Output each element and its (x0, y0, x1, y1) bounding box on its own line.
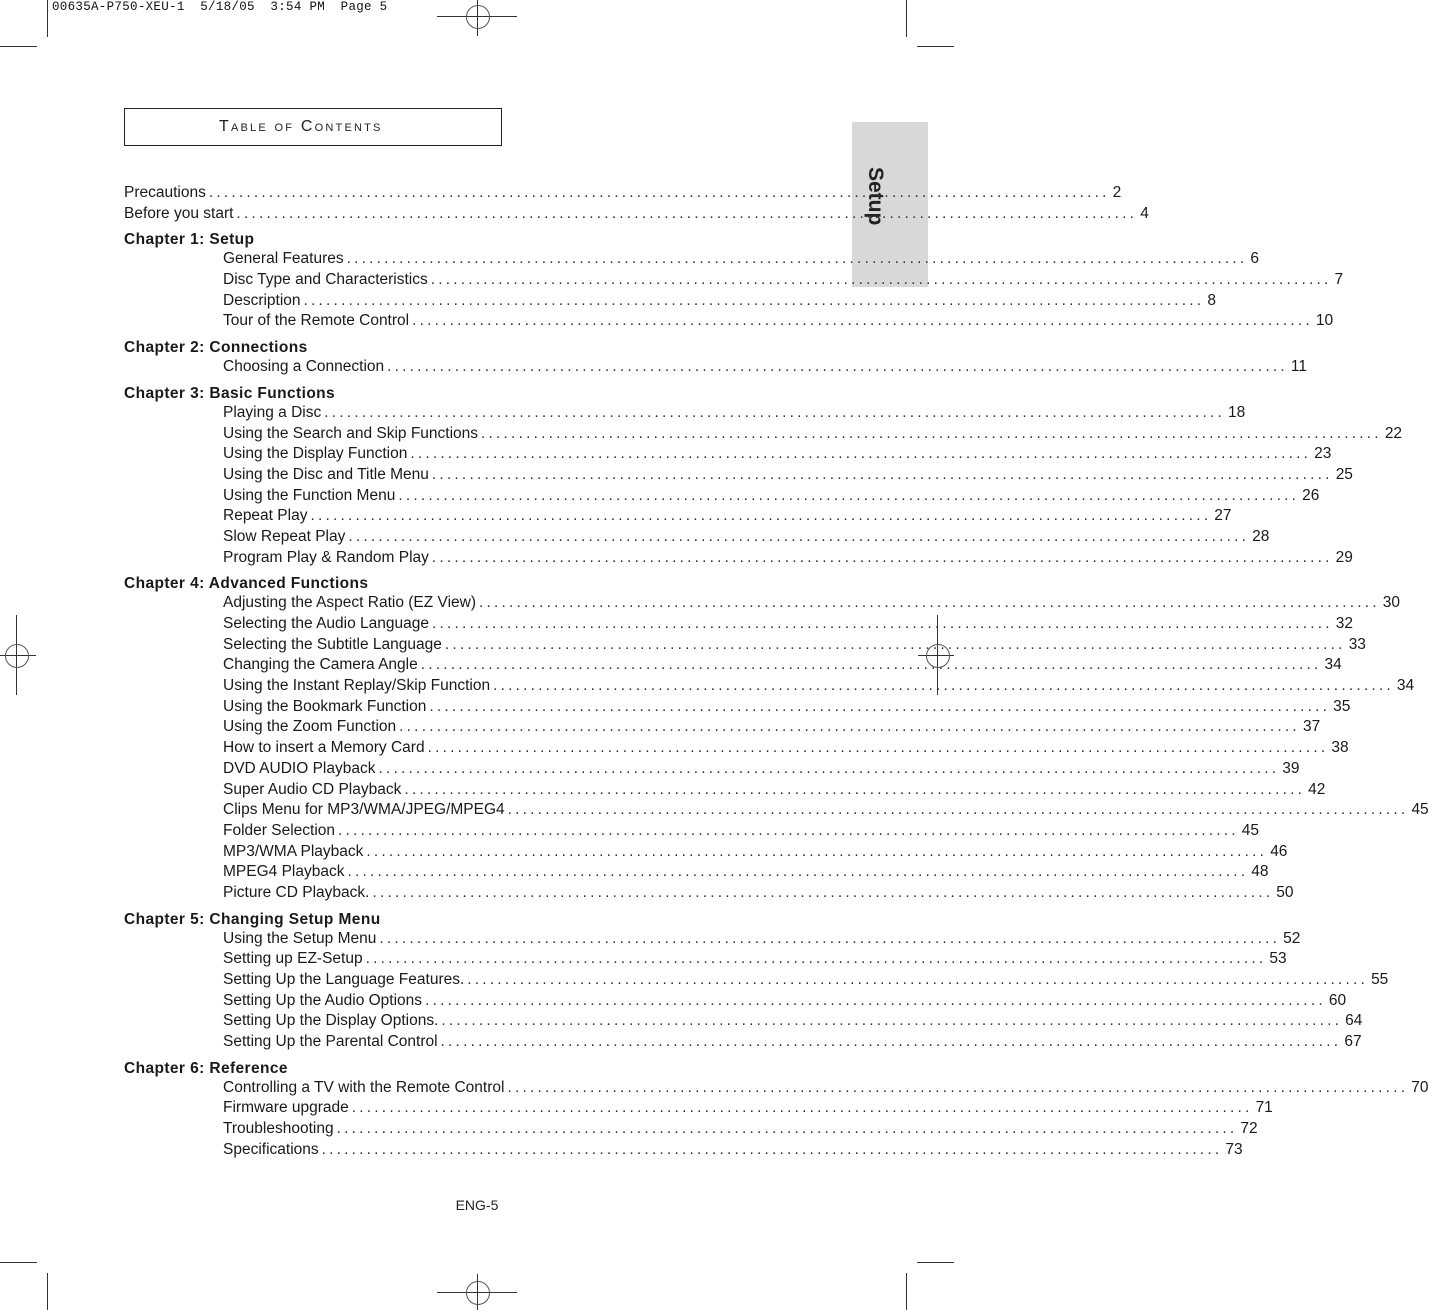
toc-entry-label: Changing the Camera Angle (223, 656, 418, 674)
toc-entry (223, 465, 1353, 487)
toc-entry-page: 52 (1283, 929, 1301, 947)
crop-mark-bottom-right-h (917, 1262, 954, 1263)
toc-entry (223, 507, 1232, 528)
toc-entry-page: 35 (1333, 697, 1351, 715)
toc-entry (223, 250, 1260, 271)
print-header: 00635A-P750-XEU-1 5/18/05 3:54 PM Page 5 (52, 0, 388, 14)
toc-entry (223, 656, 1342, 677)
toc-entry-label: General Features (223, 250, 344, 268)
toc-entry (223, 1078, 1429, 1100)
toc-entry-page: 11 (1290, 358, 1308, 376)
toc-entry (223, 1140, 1243, 1162)
toc-entry-page: 27 (1214, 507, 1232, 525)
toc-entry (223, 780, 1326, 802)
toc-entry-label: Playing a Disc (223, 403, 322, 421)
toc-entry (223, 548, 1353, 570)
toc-entry-label: Slow Repeat Play (223, 527, 346, 545)
chapter-heading: Chapter 4: Advanced Functions (124, 575, 369, 593)
toc-entry-label: Using the Setup Menu (223, 929, 377, 947)
toc-entry-label: Choosing a Connection (223, 358, 385, 376)
toc-entry-page: 7 (1334, 271, 1344, 289)
toc-entry (223, 821, 1260, 843)
crop-mark-bottom-left-v (47, 1273, 48, 1310)
toc-entry-page: 22 (1384, 424, 1403, 442)
dot-leader: ........................................................................................................................ (431, 615, 1333, 632)
toc-entry-label: Using the Disc and Title Menu (223, 465, 429, 483)
toc-entry-page: 34 (1324, 656, 1342, 674)
dot-leader: ........................................................................................................................ (379, 929, 1281, 947)
toc-entry-label: Specifications (223, 1140, 319, 1158)
toc-entry-page: 4 (1140, 204, 1149, 222)
crop-mark-top-right-h (917, 46, 954, 47)
toc-entry-label: Picture CD Playback. (223, 883, 370, 901)
dot-leader: ........................................................................................................................ (398, 486, 1300, 504)
toc-entry-label: Using the Zoom Function (223, 718, 397, 736)
toc-entry-label: Using the Display Function (223, 445, 408, 463)
table-of-contents (124, 184, 1429, 1162)
dot-leader: ........................................................................................................................ (365, 950, 1267, 968)
toc-entry-page: 46 (1270, 842, 1288, 860)
toc-entry-label: Controlling a TV with the Remote Control (223, 1078, 505, 1096)
registration-mark-top-circle (466, 5, 490, 29)
toc-entry (223, 527, 1270, 549)
dot-leader: ........................................................................................................................ (507, 1078, 1409, 1096)
toc-entry-page: 45 (1411, 801, 1429, 819)
toc-entry-page: 53 (1269, 950, 1287, 968)
toc-entry-label: Description (223, 291, 301, 309)
chapter-heading: Chapter 3: Basic Functions (124, 384, 336, 402)
toc-entry-page: 67 (1344, 1033, 1362, 1051)
toc-entry-page: 64 (1345, 1012, 1363, 1030)
chapter-list (124, 230, 1429, 1161)
toc-entry-label: Using the Instant Replay/Skip Function (223, 677, 491, 695)
toc-entry (223, 991, 1347, 1013)
toc-entry (223, 697, 1351, 719)
dot-leader: ........................................................................................................................ (372, 883, 1274, 901)
toc-entry (223, 842, 1288, 864)
toc-entry-label: Using the Bookmark Function (223, 697, 427, 715)
toc-entry-page: 33 (1348, 635, 1366, 653)
toc-entry-label: Clips Menu for MP3/WMA/JPEG/MPEG4 (223, 801, 505, 819)
crop-mark-top-right-v (906, 0, 907, 37)
toc-entry (223, 718, 1321, 739)
toc-entry-label: Disc Type and Characteristics (223, 271, 428, 289)
toc-entry (223, 486, 1320, 508)
dot-leader: ........................................................................................................................ (321, 1140, 1223, 1158)
toc-entry-page: 73 (1225, 1140, 1243, 1158)
toc-entry (223, 271, 1344, 292)
dot-leader: ........................................................................................................................ (420, 656, 1322, 674)
toc-entry-page: 70 (1411, 1078, 1429, 1096)
toc-entry-page: 55 (1371, 971, 1389, 988)
toc-entry (223, 971, 1389, 992)
toc-entry-label: Adjusting the Aspect Ratio (EZ View) (223, 594, 477, 612)
page-title: Table of Contents (219, 118, 383, 135)
toc-entry (223, 445, 1332, 466)
dot-leader: ........................................................................................................................ (431, 465, 1333, 483)
toc-entry-label: Setting Up the Display Options. (223, 1012, 439, 1030)
toc-entry-page: 25 (1335, 465, 1353, 483)
dot-leader: ........................................................................................................................ (351, 1099, 1253, 1117)
dot-leader: ........................................................................................................................ (467, 971, 1369, 988)
dot-leader: ........................................................................................................................ (303, 291, 1205, 309)
dot-leader: ........................................................................................................................ (440, 1033, 1342, 1051)
toc-entry (223, 635, 1366, 657)
toc-entry-label: Folder Selection (223, 821, 336, 839)
toc-entry-label: MPEG4 Playback (223, 863, 345, 881)
dot-leader: ........................................................................................................................ (427, 739, 1329, 757)
dot-leader: ........................................................................................................................ (387, 358, 1288, 376)
toc-entry-label: Using the Function Menu (223, 486, 396, 504)
toc-entry-page: 2 (1112, 184, 1122, 201)
dot-leader: ........................................................................................................................ (236, 204, 1138, 222)
toc-entry (223, 358, 1308, 379)
toc-entry (223, 801, 1429, 822)
toc-entry (223, 929, 1301, 951)
toc-entry-page: 50 (1276, 883, 1294, 901)
dot-leader: ........................................................................................................................ (399, 718, 1300, 736)
toc-entry-label: Tour of the Remote Control (223, 312, 410, 330)
chapter-heading: Chapter 1: Setup (124, 231, 255, 249)
dot-leader: ........................................................................................................................ (481, 424, 1382, 442)
toc-entry-page: 32 (1335, 615, 1354, 632)
toc-entry-label: Troubleshooting (223, 1120, 334, 1138)
toc-entry (223, 739, 1349, 760)
dot-leader: ........................................................................................................................ (507, 801, 1409, 819)
crop-mark-bottom-left-h (0, 1262, 37, 1263)
toc-entry (223, 424, 1403, 446)
toc-entry-page: 10 (1315, 312, 1334, 330)
page-number: ENG-5 (455, 1197, 499, 1213)
toc-entry (223, 594, 1401, 615)
toc-entry-label: Super Audio CD Playback (223, 780, 402, 798)
toc-entry-label: Firmware upgrade (223, 1099, 349, 1117)
crop-mark-top-left-v (47, 0, 48, 37)
toc-entry-label: Setting Up the Audio Options (223, 991, 423, 1009)
toc-entry-label: Setting Up the Parental Control (223, 1033, 438, 1051)
title-box (124, 108, 502, 146)
toc-entry (223, 883, 1294, 905)
toc-entry (223, 615, 1354, 636)
toc-entry-page: 72 (1240, 1120, 1258, 1138)
toc-entry-page: 28 (1252, 527, 1270, 545)
toc-entry-page: 38 (1331, 739, 1349, 757)
toc-entry-page: 48 (1251, 863, 1269, 881)
dot-leader: ........................................................................................................................ (338, 821, 1239, 839)
toc-entry-page: 37 (1302, 718, 1321, 736)
chapter-heading: Chapter 5: Changing Setup Menu (124, 910, 381, 928)
toc-entry (223, 312, 1334, 333)
toc-entry-label: Before you start (124, 204, 234, 222)
dot-leader: ........................................................................................................................ (347, 863, 1249, 881)
toc-entry-page: 39 (1282, 759, 1300, 777)
dot-leader: ........................................................................................................................ (310, 507, 1212, 525)
toc-entry-page: 23 (1314, 445, 1332, 463)
toc-entry-label: Repeat Play (223, 507, 308, 525)
chapter-heading: Chapter 2: Connections (124, 339, 308, 357)
toc-entry-label: How to insert a Memory Card (223, 739, 425, 757)
crop-mark-top-left-h (0, 46, 37, 47)
dot-leader: ........................................................................................................................ (208, 184, 1110, 201)
toc-entry-label: DVD AUDIO Playback (223, 759, 376, 777)
toc-entry-page: 45 (1241, 821, 1260, 839)
dot-leader: ........................................................................................................................ (425, 991, 1326, 1009)
toc-entry (223, 759, 1300, 781)
dot-leader: ........................................................................................................................ (410, 445, 1312, 463)
toc-entry (223, 950, 1287, 971)
toc-entry (223, 1033, 1362, 1054)
toc-entry-label: MP3/WMA Playback (223, 842, 364, 860)
dot-leader: ........................................................................................................................ (404, 780, 1306, 798)
toc-entry-page: 29 (1335, 548, 1353, 566)
dot-leader: ........................................................................................................................ (366, 842, 1268, 860)
side-tab-label: Setup (864, 167, 887, 226)
dot-leader: ........................................................................................................................ (378, 759, 1280, 777)
dot-leader: ........................................................................................................................ (430, 271, 1332, 289)
toc-entry-label: Program Play & Random Play (223, 548, 429, 566)
dot-leader: ........................................................................................................................ (429, 697, 1331, 715)
toc-entry (223, 1099, 1273, 1120)
toc-entry-page: 30 (1382, 594, 1401, 612)
toc-entry-label: Precautions (124, 184, 206, 201)
toc-entry-label: Setting Up the Language Features. (223, 971, 465, 988)
toc-entry (223, 1120, 1258, 1141)
toc-entry-precautions (124, 184, 1122, 205)
toc-entry-page: 71 (1255, 1099, 1273, 1117)
dot-leader: ........................................................................................................................ (493, 677, 1394, 695)
toc-entry-page: 6 (1250, 250, 1260, 268)
toc-entry (223, 291, 1216, 313)
toc-entry-page: 34 (1396, 677, 1415, 695)
toc-entry-page: 18 (1228, 403, 1246, 421)
dot-leader: ........................................................................................................................ (479, 594, 1380, 612)
toc-entry (223, 1012, 1363, 1033)
toc-entry-before-you-start (124, 204, 1149, 226)
dot-leader: ........................................................................................................................ (441, 1012, 1343, 1030)
toc-entry-label: Selecting the Subtitle Language (223, 635, 442, 653)
chapter-heading: Chapter 6: Reference (124, 1059, 288, 1077)
toc-entry-page: 60 (1328, 991, 1347, 1009)
dot-leader: ........................................................................................................................ (336, 1120, 1238, 1138)
toc-entry-page: 42 (1308, 780, 1326, 798)
dot-leader: ........................................................................................................................ (412, 312, 1313, 330)
registration-mark-left-circle (5, 644, 29, 668)
toc-entry-page: 8 (1207, 291, 1216, 309)
toc-entry-label: Setting up EZ-Setup (223, 950, 363, 968)
toc-entry (223, 863, 1269, 884)
registration-mark-bottom-circle (466, 1281, 490, 1305)
toc-entry (223, 403, 1246, 425)
toc-entry-label: Using the Search and Skip Functions (223, 424, 479, 442)
dot-leader: ........................................................................................................................ (431, 548, 1333, 566)
dot-leader: ........................................................................................................................ (346, 250, 1248, 268)
crop-mark-bottom-right-v (906, 1273, 907, 1310)
dot-leader: ........................................................................................................................ (444, 635, 1346, 653)
dot-leader: ........................................................................................................................ (348, 527, 1250, 545)
toc-entry (223, 677, 1415, 698)
toc-entry-page: 26 (1302, 486, 1320, 504)
toc-entry-label: Selecting the Audio Language (223, 615, 429, 632)
dot-leader: ........................................................................................................................ (324, 403, 1225, 421)
